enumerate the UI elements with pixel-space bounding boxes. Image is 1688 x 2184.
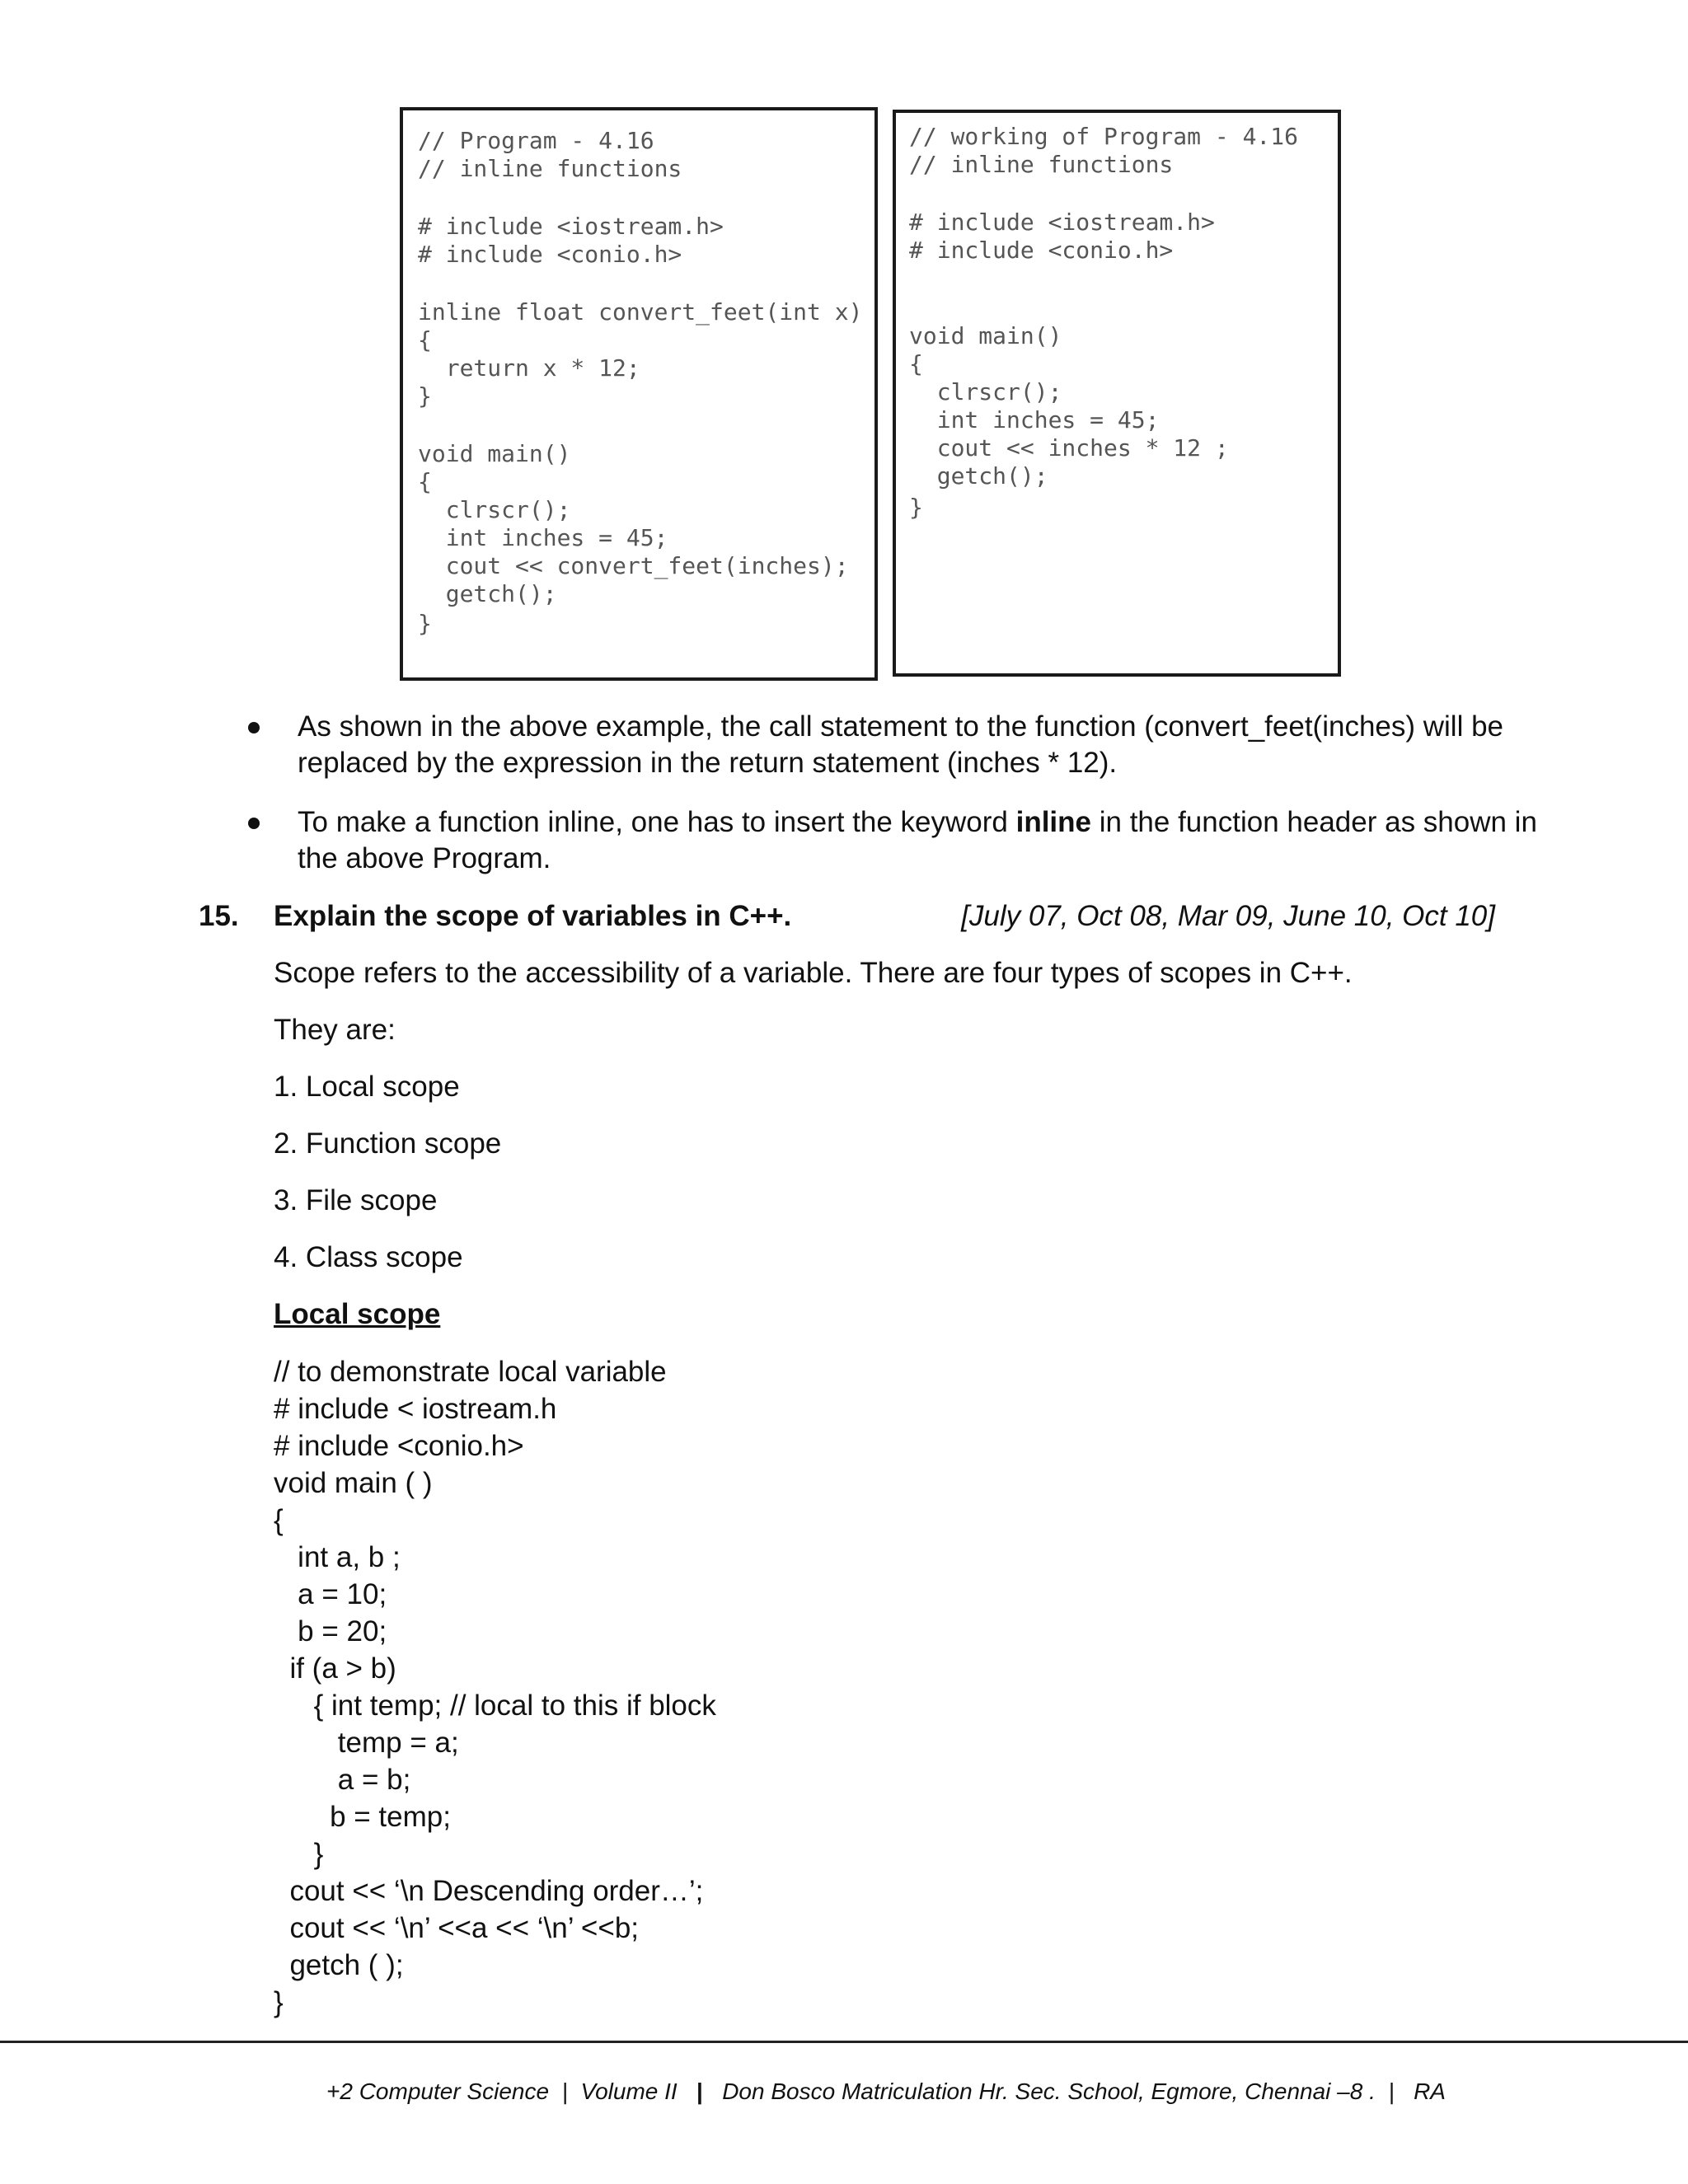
code-line: void main() [909, 322, 1062, 349]
bullet-text: in the function header as shown in [1091, 806, 1537, 838]
code-line: clrscr(); [418, 496, 571, 523]
footer-volume: Volume II [580, 2079, 678, 2104]
code-line: getch(); [909, 462, 1048, 490]
example-code-line: a = 10; [274, 1578, 387, 1610]
code-line: // inline functions [418, 155, 682, 182]
example-code-line: } [274, 1986, 284, 2018]
answer-they-are: They are: [274, 1014, 396, 1046]
footer [326, 2052, 1446, 2105]
code-line: # include <iostream.h> [909, 209, 1215, 236]
example-code-line: // to demonstrate local variable [274, 1356, 667, 1388]
code-line: // inline functions [909, 151, 1174, 178]
footer-school: Don Bosco Matriculation Hr. Sec. School, Egmore, Chennai –8 . [722, 2079, 1376, 2104]
scope-list-item: 4. Class scope [274, 1241, 463, 1273]
code-line: return x * 12; [418, 354, 640, 382]
footer-course: +2 Computer Science [326, 2079, 550, 2104]
bullet-text-line: As shown in the above example, the call statement to the function (convert_feet(inches) will be [298, 710, 1504, 743]
bullet-dot [248, 818, 260, 829]
footer-initials: RA [1414, 2079, 1446, 2104]
footer-separator: | [677, 2079, 723, 2104]
example-code-line: cout << ‘\n Descending order…’; [274, 1875, 704, 1907]
example-code-line: if (a > b) [274, 1652, 396, 1685]
code-line: # include <conio.h> [418, 241, 682, 268]
example-code-line: { [274, 1504, 284, 1536]
example-code-line: cout << ‘\n’ <<a << ‘\n’ <<b; [274, 1912, 640, 1944]
code-line: inline float convert_feet(int x) [418, 298, 863, 326]
code-line: # include <iostream.h> [418, 213, 724, 240]
bullet-text: To make a function inline, one has to insert the keyword [298, 806, 1016, 838]
code-line: // working of Program - 4.16 [909, 123, 1299, 150]
footer-separator: | [549, 2079, 581, 2104]
example-code-line: temp = a; [274, 1727, 459, 1759]
code-line: int inches = 45; [418, 524, 668, 551]
code-line: getch(); [418, 580, 557, 607]
code-line: { [418, 468, 432, 495]
example-code-line: } [274, 1838, 324, 1870]
bullet-dot [248, 722, 260, 733]
question-exam-references: [July 07, Oct 08, Mar 09, June 10, Oct 10] [961, 900, 1495, 932]
bullet-text-line: the above Program. [298, 842, 551, 874]
code-box-working-of-program-4-16 [893, 110, 1341, 677]
footer-divider [0, 2041, 1688, 2043]
code-line: cout << convert_feet(inches); [418, 552, 849, 579]
example-code-line: # include < iostream.h [274, 1393, 557, 1425]
keyword-inline: inline [1015, 806, 1092, 838]
code-line: clrscr(); [909, 378, 1062, 405]
example-code-line: b = 20; [274, 1615, 387, 1647]
example-code-line: getch ( ); [274, 1949, 404, 1981]
code-line: { [909, 350, 923, 377]
answer-intro: Scope refers to the accessibility of a variable. There are four types of scopes in C++. [274, 957, 1353, 989]
subheading-local-scope: Local scope [274, 1298, 441, 1330]
code-line: void main() [418, 440, 571, 467]
code-line: } [418, 382, 432, 410]
example-code-line: # include <conio.h> [274, 1430, 524, 1462]
question-number: 15. [199, 900, 239, 932]
question-title: Explain the scope of variables in C++. [274, 900, 792, 932]
code-line: } [909, 494, 923, 521]
bullet-text-line: replaced by the expression in the return statement (inches * 12). [298, 747, 1118, 779]
code-line: } [418, 610, 432, 637]
footer-separator: | [1375, 2079, 1414, 2104]
example-code-line: a = b; [274, 1764, 411, 1796]
code-line: // Program - 4.16 [418, 127, 654, 154]
code-line: # include <conio.h> [909, 237, 1174, 264]
example-code-line: b = temp; [274, 1801, 451, 1833]
scope-list-item: 3. File scope [274, 1184, 438, 1216]
code-line: { [418, 326, 432, 354]
code-line: cout << inches * 12 ; [909, 434, 1229, 462]
code-box-program-4-16 [400, 107, 878, 681]
code-line: int inches = 45; [909, 406, 1160, 434]
example-code-line: void main ( ) [274, 1467, 433, 1499]
scope-list-item: 1. Local scope [274, 1071, 460, 1103]
scope-list-item: 2. Function scope [274, 1127, 502, 1160]
example-code-line: { int temp; // local to this if block [274, 1690, 716, 1722]
bullet-text-line [298, 804, 1537, 841]
example-code-line: int a, b ; [274, 1541, 401, 1573]
